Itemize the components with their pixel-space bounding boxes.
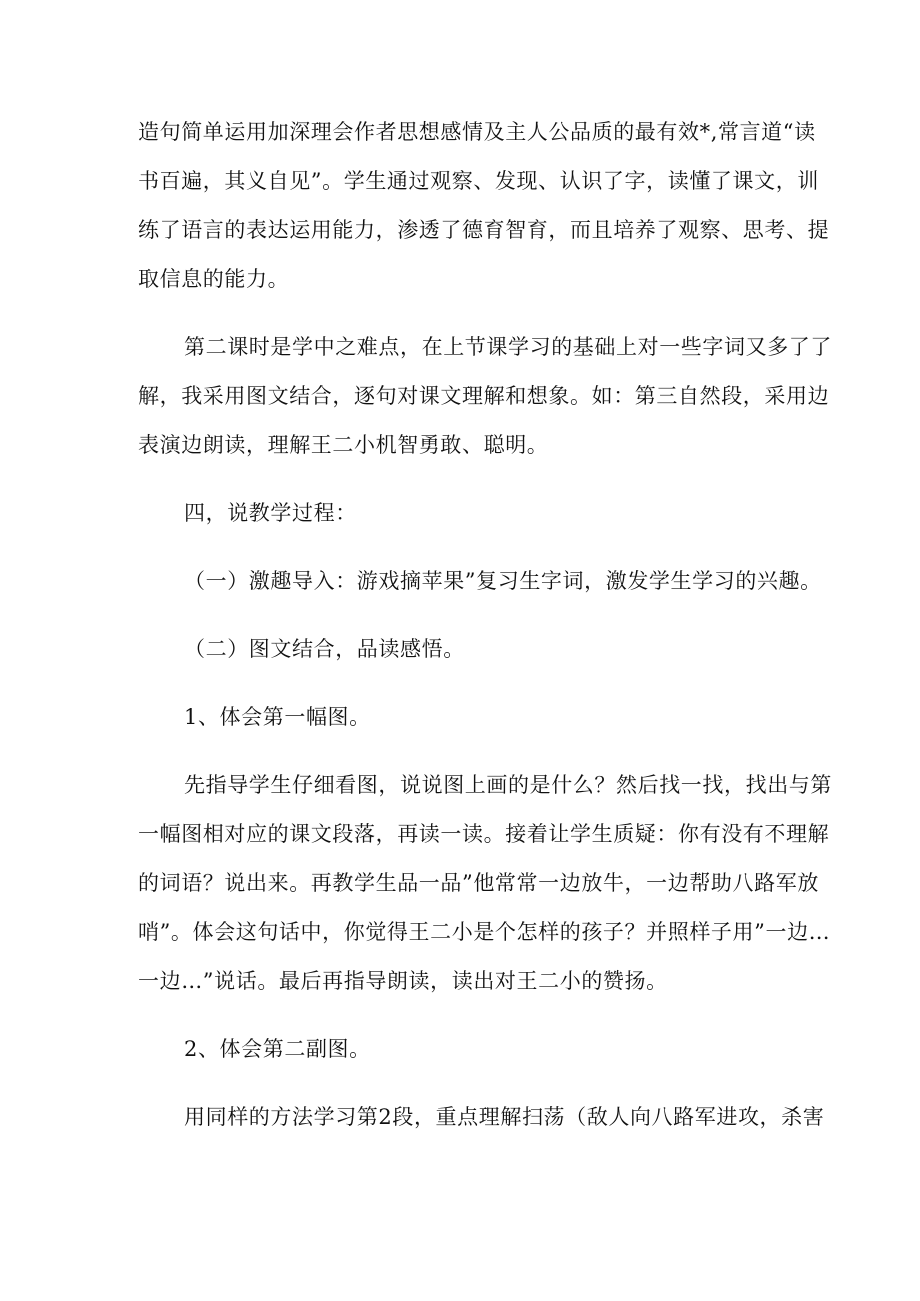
paragraph-line: 第二课时是学中之难点，在上节课学习的基础上对一些字词又多了了 bbox=[184, 335, 832, 359]
paragraph-line: 表演边朗读，理解王二小机智勇敢、聪明。 bbox=[138, 433, 549, 457]
paragraph-line: 先指导学生仔细看图，说说图上画的是什么？然后找一找，找出与第 bbox=[184, 773, 832, 797]
paragraph-line: 练了语言的表达运用能力，渗透了德育智育，而且培养了观察、思考、提 bbox=[138, 218, 830, 242]
paragraph-line: 解，我采用图文结合，逐句对课文理解和想象。如：第三自然段，采用边 bbox=[138, 384, 830, 408]
paragraph-line: 书百遍，其义自见”。学生通过观察、发现、认识了字，读懂了课文，训 bbox=[138, 169, 819, 193]
paragraph-line: 哨”。体会这句话中，你觉得王二小是个怎样的孩子？并照样子用”一边… bbox=[138, 920, 831, 944]
numbered-heading: 1、体会第一幅图。 bbox=[184, 705, 371, 729]
paragraph-line: 一边…”说话。最后再指导朗读，读出对王二小的赞扬。 bbox=[138, 969, 668, 993]
paragraph-line: 取信息的能力。 bbox=[138, 267, 290, 291]
numbered-heading: 2、体会第二副图。 bbox=[184, 1037, 371, 1061]
subsection-heading: （一）激趣导入：游戏摘苹果”复习生字词，激发学生学习的兴趣。 bbox=[184, 569, 822, 593]
paragraph-line: 用同样的方法学习第2段，重点理解扫荡（敌人向八路军进攻，杀害 bbox=[184, 1105, 825, 1129]
paragraph-line: 一幅图相对应的课文段落，再读一读。接着让学生质疑：你有没有不理解 bbox=[138, 822, 830, 846]
paragraph-line: 造句简单运用加深理会作者思想感情及主人公品质的最有效*,常言道“读 bbox=[138, 120, 816, 144]
subsection-heading: （二）图文结合，品读感悟。 bbox=[184, 637, 465, 661]
paragraph-line: 的词语？说出来。再教学生品一品”他常常一边放牛，一边帮助八路军放 bbox=[138, 871, 819, 895]
section-heading: 四，说教学过程： bbox=[184, 501, 357, 525]
